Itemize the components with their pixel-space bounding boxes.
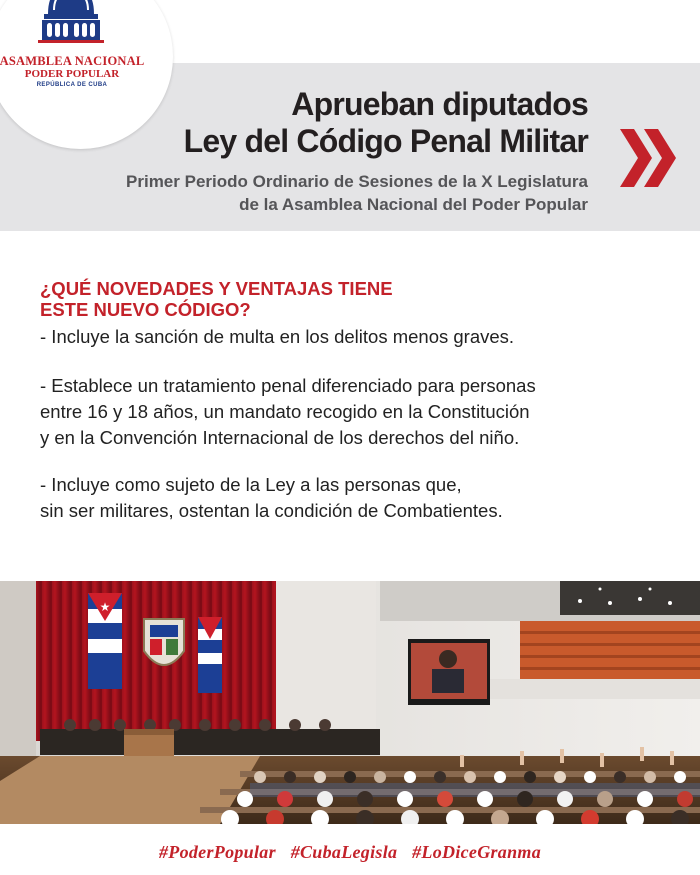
bullet-item — [40, 472, 503, 524]
logo-country: REPÚBLICA DE CUBA — [36, 82, 108, 88]
bullet-line: - Incluye la sanción de multa en los delitos menos graves. — [40, 326, 515, 347]
bullet-line: entre 16 y 18 años, un mandato recogido en la Constitución — [40, 401, 530, 422]
subtitle-line: Primer Periodo Ordinario de Sesiones de la X Legislatura — [126, 172, 588, 191]
parliament-session-photo — [0, 581, 700, 824]
bullet-line: - Establece un tratamiento penal diferenciado para personas — [40, 375, 536, 396]
page-subtitle — [126, 170, 588, 216]
hashtag-link[interactable]: #LoDiceGranma — [412, 842, 542, 862]
heading-line: ¿QUÉ NOVEDADES Y VENTAJAS TIENE — [40, 278, 393, 299]
logo-title: ASAMBLEA NACIONAL — [0, 54, 145, 68]
capitol-dome-icon — [38, 0, 104, 44]
bullet-line: y en la Convención Internacional de los derechos del niño. — [40, 427, 520, 448]
title-line: Ley del Código Penal Militar — [183, 123, 588, 159]
hashtag-footer — [0, 842, 700, 863]
hashtag-link[interactable]: #CubaLegisla — [290, 842, 398, 862]
subtitle-line: de la Asamblea Nacional del Poder Popular — [239, 195, 588, 214]
svg-text:★: ★ — [99, 600, 111, 614]
title-line: Aprueban diputados — [291, 86, 588, 122]
bullet-line: - Incluye como sujeto de la Ley a las personas que, — [40, 474, 462, 495]
heading-line: ESTE NUEVO CÓDIGO? — [40, 299, 251, 320]
section-heading — [40, 278, 393, 320]
bullet-item — [40, 373, 536, 451]
double-chevron-right-icon — [618, 127, 680, 189]
hashtag-link[interactable]: #PoderPopular — [158, 842, 276, 862]
bullet-line: sin ser militares, ostentan la condición de Combatientes. — [40, 500, 503, 521]
page-title — [184, 86, 588, 160]
bullet-item — [40, 324, 514, 350]
logo-subtitle: PODER POPULAR — [24, 68, 120, 80]
photo-illustration — [0, 581, 700, 824]
